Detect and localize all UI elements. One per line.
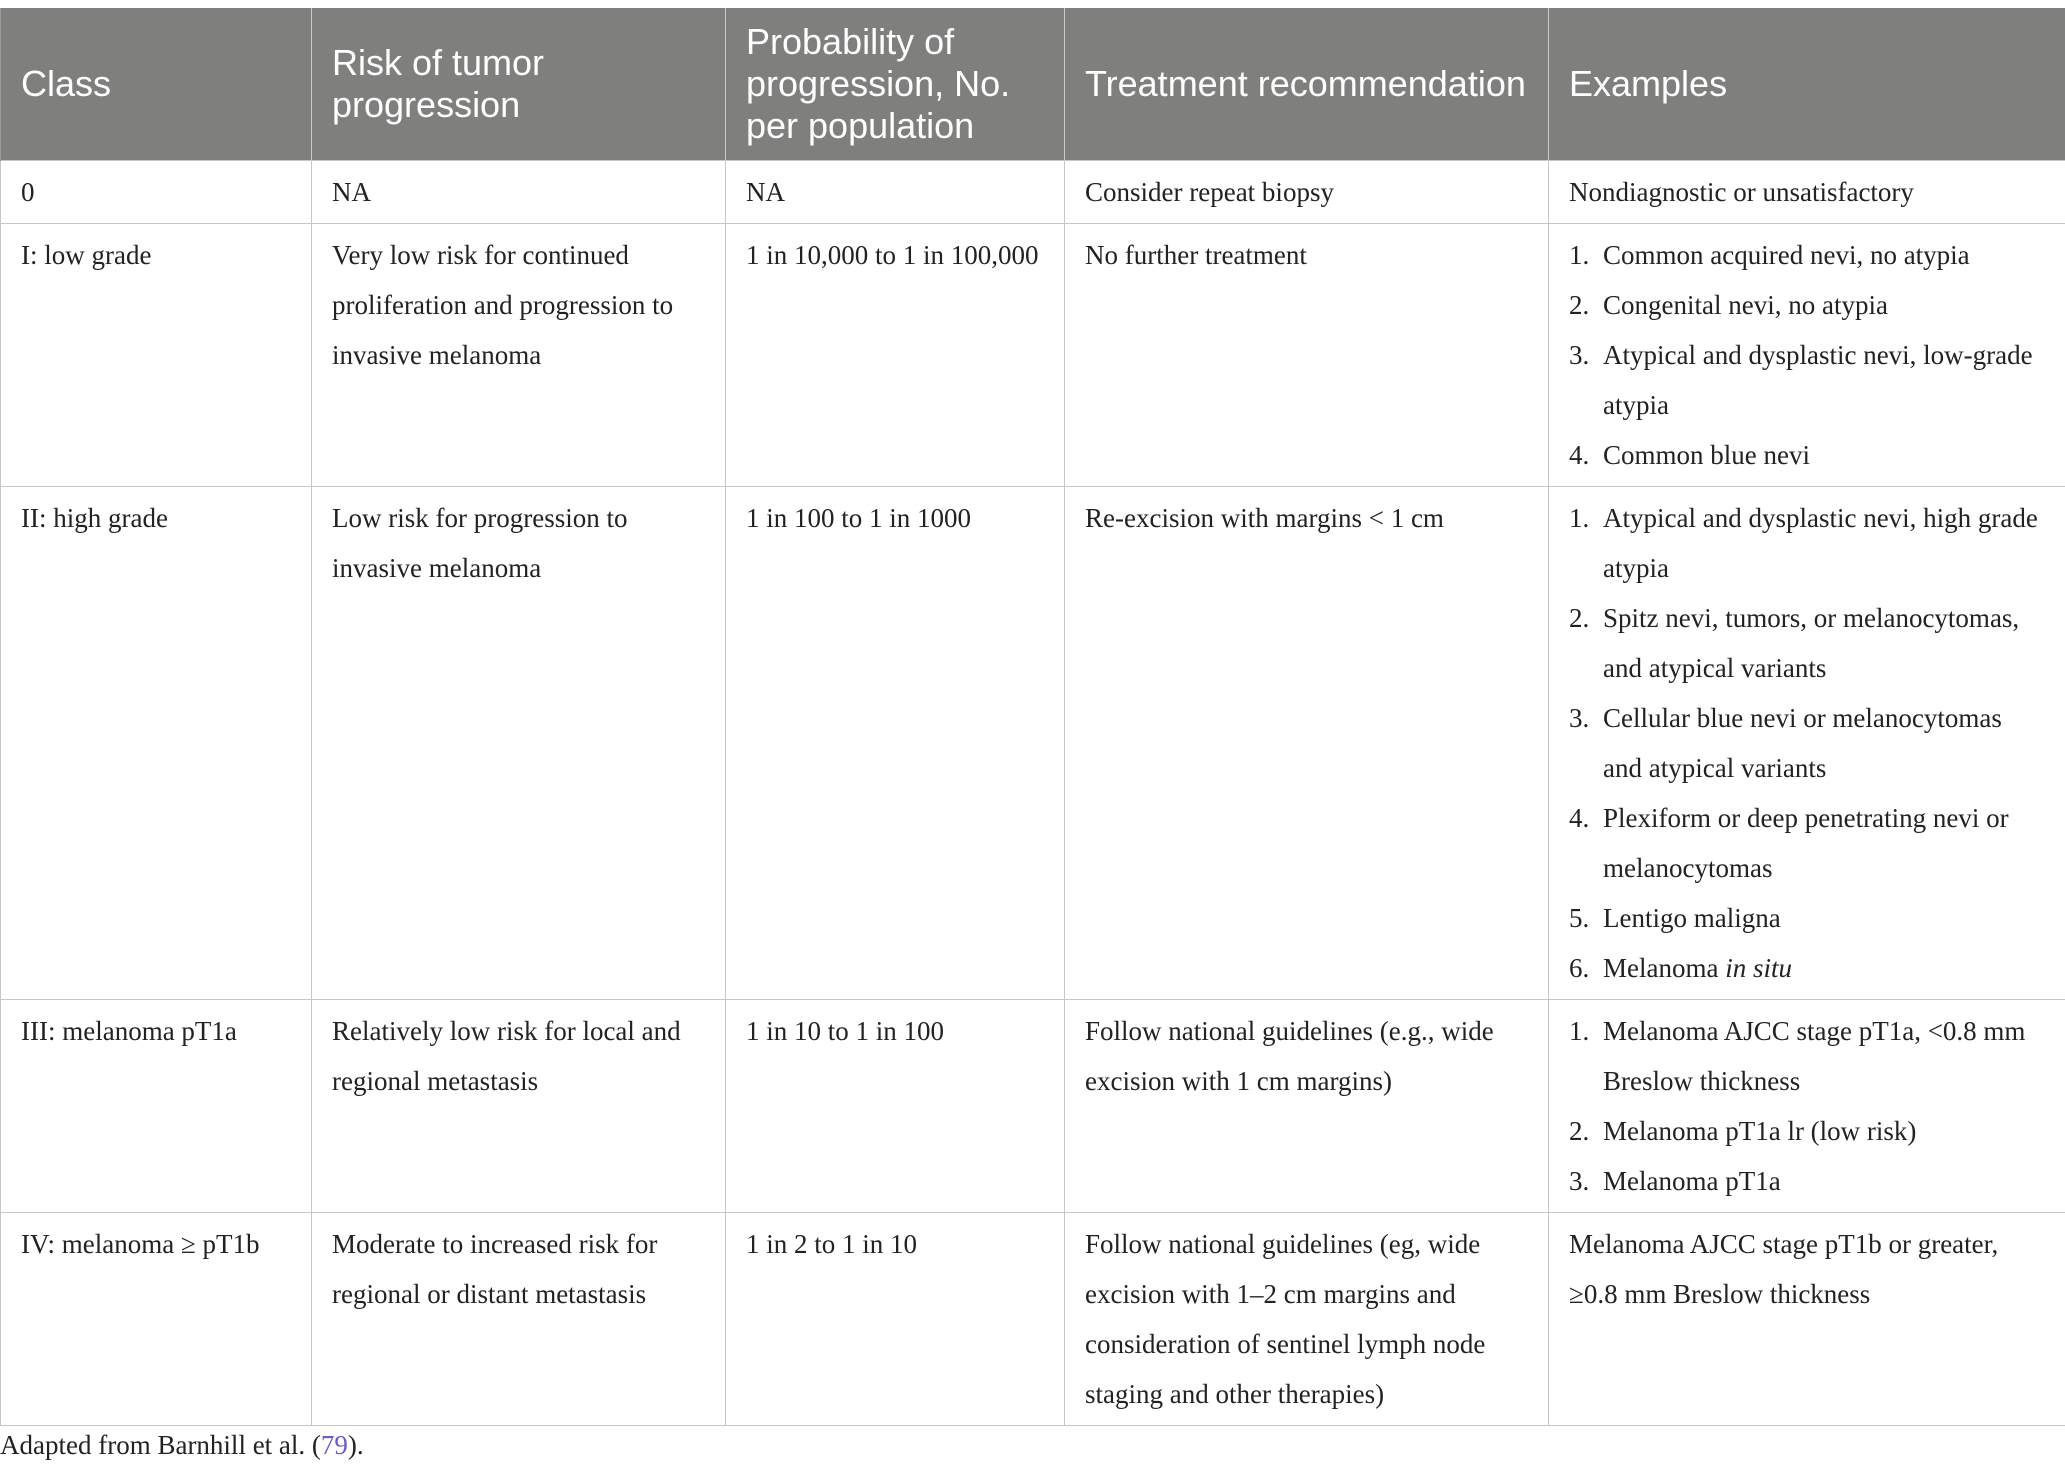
cell-probability: 1 in 2 to 1 in 10 <box>726 1212 1065 1425</box>
cell-probability: 1 in 10 to 1 in 100 <box>726 999 1065 1212</box>
cell-examples <box>1549 486 2065 999</box>
cell-examples: Nondiagnostic or unsatisfactory <box>1549 160 2065 223</box>
header-row <box>1 8 2065 160</box>
cell-treatment: Follow national guidelines (e.g., wide excision with 1 cm margins) <box>1065 999 1549 1212</box>
list-item: 2. Melanoma pT1a lr (low risk) <box>1569 1115 1917 1146</box>
table-row <box>1 223 2065 486</box>
footnote-suffix: ). <box>347 1430 364 1460</box>
examples-list <box>1569 230 2045 480</box>
table-body <box>1 160 2065 1425</box>
cell-risk: Low risk for progression to invasive melanoma <box>312 486 726 999</box>
list-item: 3. Cellular blue nevi or melanocytomas and atypical variants <box>1569 702 2002 783</box>
cell-risk: Relatively low risk for local and regional metastasis <box>312 999 726 1212</box>
cell-treatment: No further treatment <box>1065 223 1549 486</box>
cell-risk: Moderate to increased risk for regional or distant metastasis <box>312 1212 726 1425</box>
list-item: 4. Common blue nevi <box>1569 439 1810 470</box>
cell-probability: NA <box>726 160 1065 223</box>
cell-class: III: melanoma pT1a <box>1 999 312 1212</box>
list-item: 6. Melanoma in situ <box>1569 952 1792 983</box>
cell-class: IV: melanoma ≥ pT1b <box>1 1212 312 1425</box>
header-treatment: Treatment recommendation <box>1065 8 1549 160</box>
reference-link[interactable]: 79 <box>320 1430 348 1460</box>
table-row <box>1 160 2065 223</box>
list-item: 1. Atypical and dysplastic nevi, high grade atypia <box>1569 502 2038 583</box>
header-probability: Probability of progression, No. per population <box>726 8 1065 160</box>
header-risk: Risk of tumor progression <box>312 8 726 160</box>
cell-treatment: Consider repeat biopsy <box>1065 160 1549 223</box>
list-item: 4. Plexiform or deep penetrating nevi or melanocytomas <box>1569 802 2009 883</box>
cell-examples: Melanoma AJCC stage pT1b or greater, ≥0.8 mm Breslow thickness <box>1549 1212 2065 1425</box>
cell-examples <box>1549 999 2065 1212</box>
classification-table-container <box>0 8 2065 1426</box>
cell-probability: 1 in 100 to 1 in 1000 <box>726 486 1065 999</box>
table-footnote <box>0 1425 364 1465</box>
cell-treatment: Re-excision with margins < 1 cm <box>1065 486 1549 999</box>
cell-risk: Very low risk for continued proliferation and progression to invasive melanoma <box>312 223 726 486</box>
list-item: 3. Melanoma pT1a <box>1569 1165 1781 1196</box>
cell-class: I: low grade <box>1 223 312 486</box>
footnote-prefix: Adapted from Barnhill et al. ( <box>0 1430 321 1460</box>
list-item: 1. Common acquired nevi, no atypia <box>1569 239 1970 270</box>
examples-list <box>1569 493 2045 993</box>
header-class: Class <box>1 8 312 160</box>
melanocytic-lesion-classification-table <box>0 8 2065 1426</box>
list-item: 2. Spitz nevi, tumors, or melanocytomas, and atypical variants <box>1569 602 2020 683</box>
list-item: 2. Congenital nevi, no atypia <box>1569 289 1888 320</box>
list-item: 1. Melanoma AJCC stage pT1a, <0.8 mm Breslow thickness <box>1569 1015 2026 1096</box>
cell-treatment: Follow national guidelines (eg, wide excision with 1–2 cm margins and consideration of sentinel lymph node staging and other therapies) <box>1065 1212 1549 1425</box>
cell-probability: 1 in 10,000 to 1 in 100,000 <box>726 223 1065 486</box>
header-examples: Examples <box>1549 8 2065 160</box>
cell-examples <box>1549 223 2065 486</box>
table-row <box>1 999 2065 1212</box>
list-item: 3. Atypical and dysplastic nevi, low-grade atypia <box>1569 339 2033 420</box>
italic-term: in situ <box>1725 952 1792 983</box>
table-row <box>1 486 2065 999</box>
cell-class: 0 <box>1 160 312 223</box>
cell-class: II: high grade <box>1 486 312 999</box>
table-row <box>1 1212 2065 1425</box>
examples-list <box>1569 1006 2045 1206</box>
cell-risk: NA <box>312 160 726 223</box>
table-header <box>1 8 2065 160</box>
list-item: 5. Lentigo maligna <box>1569 902 1781 933</box>
